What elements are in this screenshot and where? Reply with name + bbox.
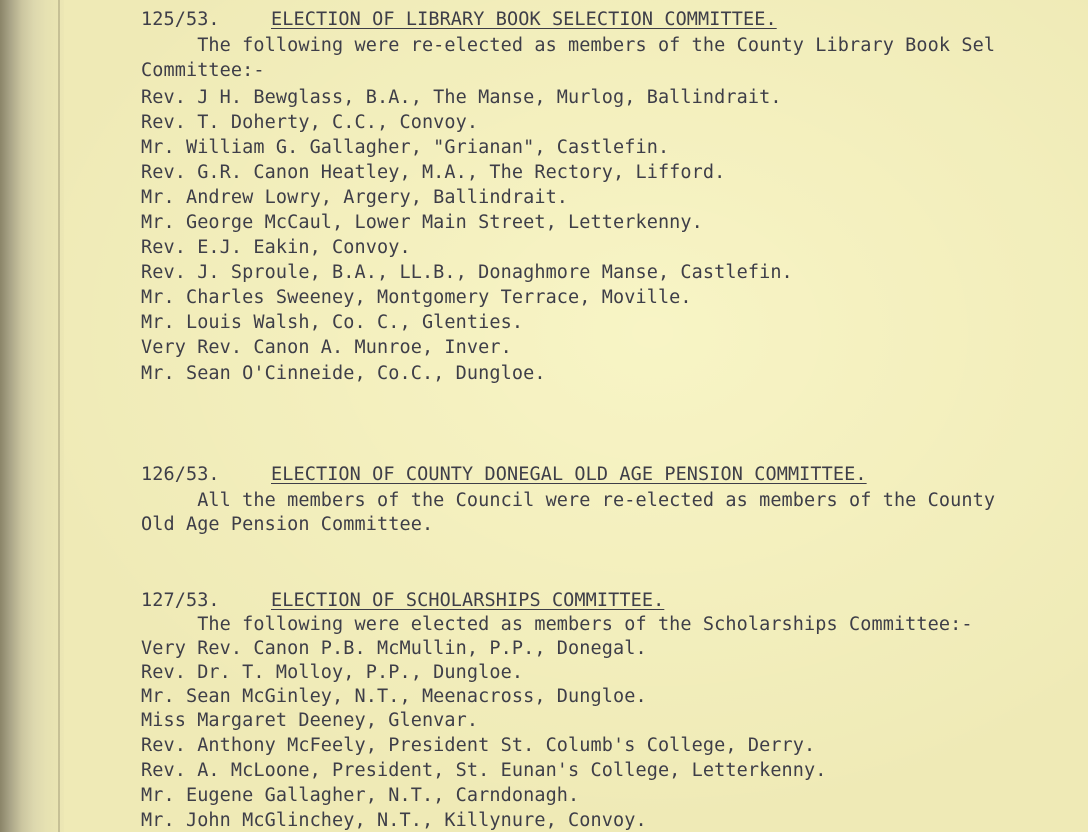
section-127-heading-line (141, 590, 664, 612)
member-line: Rev. J. Sproule, B.A., LL.B., Donaghmore Manse, Castlefin. (141, 262, 793, 283)
member-line: Rev. T. Doherty, C.C., Convoy. (141, 112, 479, 133)
member-line: Very Rev. Canon P.B. McMullin, P.P., Donegal. (141, 638, 647, 659)
section-number: 127/53. (141, 590, 220, 611)
section-intro-line: Committee:- (141, 60, 265, 81)
member-line: Miss Margaret Deeney, Glenvar. (141, 710, 479, 731)
member-line: Mr. George McCaul, Lower Main Street, Letterkenny. (141, 212, 703, 233)
member-line: Rev. Dr. T. Molloy, P.P., Dungloe. (141, 662, 524, 683)
section-intro-line: All the members of the Council were re-elected as members of the County (141, 490, 996, 511)
member-line: Rev. J H. Bewglass, B.A., The Manse, Murlog, Ballindrait. (141, 87, 782, 108)
member-line: Rev. A. McLoone, President, St. Eunan's College, Letterkenny. (141, 760, 827, 781)
section-heading: ELECTION OF SCHOLARSHIPS COMMITTEE. (271, 590, 665, 611)
page-binding-edge (0, 0, 64, 832)
section-number: 126/53. (141, 464, 220, 485)
section-125-heading-line (141, 9, 777, 31)
member-line: Mr. Andrew Lowry, Argery, Ballindrait. (141, 187, 569, 208)
section-intro-line: The following were elected as members of the Scholarships Committee:- (141, 614, 973, 635)
member-line: Mr. Louis Walsh, Co. C., Glenties. (141, 312, 524, 333)
member-line: Mr. Eugene Gallagher, N.T., Carndonagh. (141, 785, 580, 806)
section-126-heading-line (141, 464, 867, 486)
member-line: Rev. E.J. Eakin, Convoy. (141, 237, 411, 258)
member-line: Mr. Sean O'Cinneide, Co.C., Dungloe. (141, 363, 546, 384)
section-heading: ELECTION OF COUNTY DONEGAL OLD AGE PENSION COMMITTEE. (271, 464, 867, 485)
member-line: Very Rev. Canon A. Munroe, Inver. (141, 337, 512, 358)
section-heading: ELECTION OF LIBRARY BOOK SELECTION COMMITTEE. (271, 9, 777, 30)
member-line: Rev. G.R. Canon Heatley, M.A., The Rectory, Lifford. (141, 162, 726, 183)
member-line: Mr. John McGlinchey, N.T., Killynure, Convoy. (141, 810, 647, 831)
member-line: Rev. Anthony McFeely, President St. Columb's College, Derry. (141, 735, 816, 756)
member-line: Mr. Sean McGinley, N.T., Meenacross, Dungloe. (141, 686, 647, 707)
member-line: Mr. Charles Sweeney, Montgomery Terrace, Moville. (141, 287, 692, 308)
member-line: Mr. William G. Gallagher, "Grianan", Castlefin. (141, 137, 670, 158)
section-intro-line: The following were re-elected as members of the County Library Book Sel (141, 35, 996, 56)
section-intro-line: Old Age Pension Committee. (141, 514, 434, 535)
section-number: 125/53. (141, 9, 220, 30)
